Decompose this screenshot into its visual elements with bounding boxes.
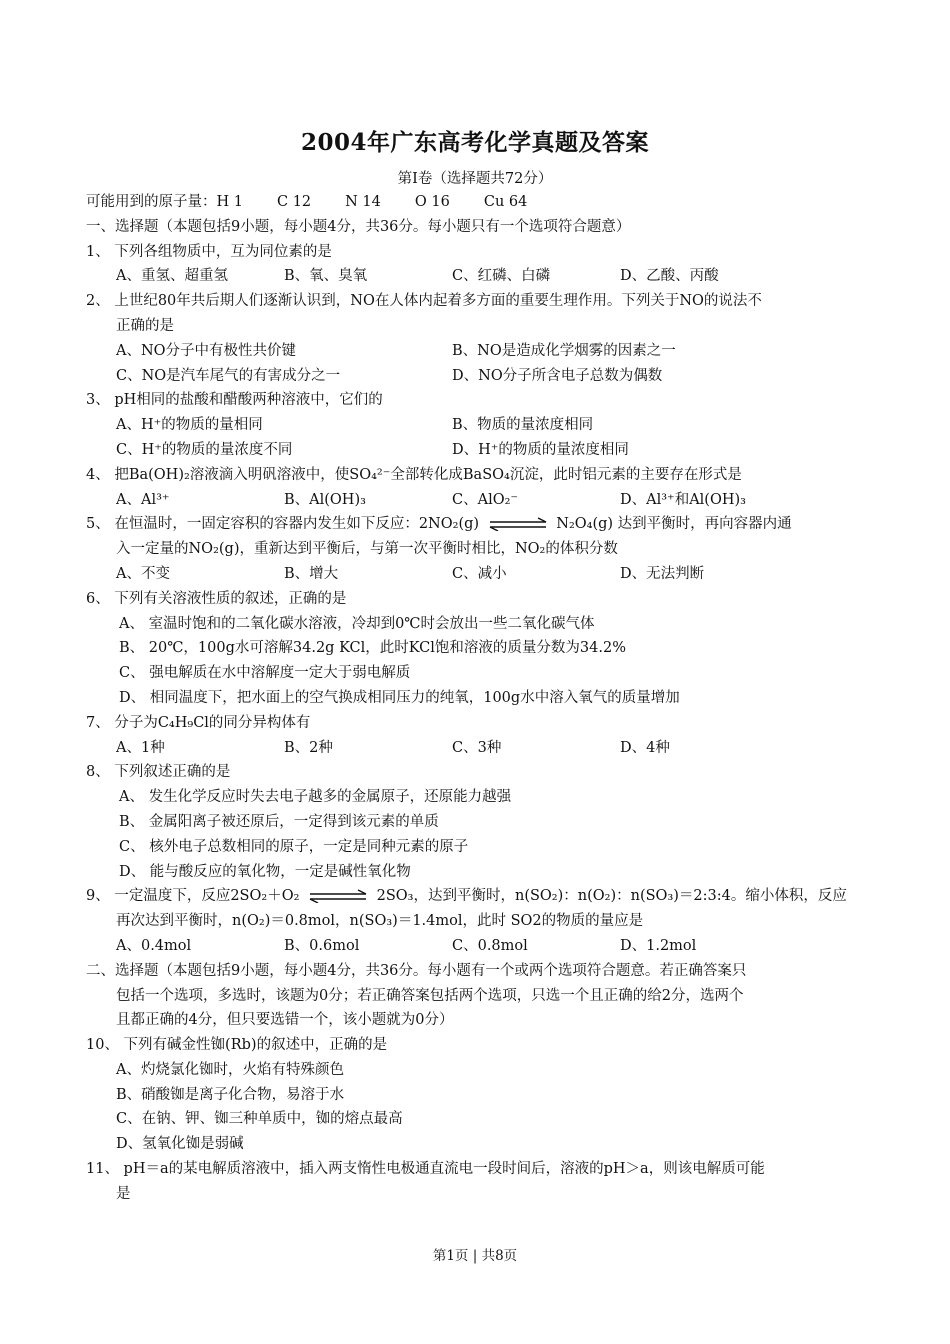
option: B、氧、臭氧 [284,268,368,285]
question-10-stem: 10、 下列有碱金性铷(Rb)的叙述中，正确的是 [86,1037,388,1054]
page-footer: 第1页 | 共8页 [432,1248,518,1264]
stem-text: 2SO₃，达到平衡时，n(SO₂)：n(O₂)：n(SO₃)＝2:3:4。缩小体积，反应 [376,888,847,905]
question-5-options [86,562,876,587]
option: D、 相同温度下，把水面上的空气换成相同压力的纯氧，100g水中溶入氧气的质量增加 [119,689,680,706]
question-7-stem: 7、 分子为C₄H₉Cl的同分异构体有 [86,714,311,731]
equilibrium-arrow-icon [488,517,548,531]
stem-text: 5、 在恒温时，一固定容积的容器内发生如下反应：2NO₂(g) [86,516,480,533]
section-two-heading-cont: 包括一个选项，多选时，该题为0分；若正确答案包括两个选项，只选一个且正确的给2分，选两个 [116,987,744,1004]
stem-text: N₂O₄(g) 达到平衡时，再向容器内通 [556,516,792,533]
option: C、0.8mol [452,937,528,954]
atomic-mass: O 16 [414,194,450,210]
question-2-stem: 2、 上世纪80年共后期人们逐渐认识到，NO在人体内起着多方面的重要生理作用。下列关于NO的说法不 [86,293,762,310]
atomic-mass: 可能用到的原子量：H 1 [86,194,243,210]
atomic-mass: C 12 [276,194,312,210]
section-one-heading: 一、选择题（本题包括9小题，每小题4分，共36分。每小题只有一个选项符合题意） [86,218,631,235]
atomic-mass: N 14 [345,194,381,210]
option: A、NO分子中有极性共价键 [116,342,297,359]
option: D、H⁺的物质的量浓度相同 [452,441,629,458]
question-4-stem: 4、 把Ba(OH)₂溶液滴入明矾溶液中，使SO₄²⁻全部转化成BaSO₄沉淀，此时铝元素的主要存在形式是 [86,466,742,483]
question-6-stem: 6、 下列有关溶液性质的叙述，正确的是 [86,590,347,607]
option: B、2种 [284,739,333,756]
option: A、Al³⁺ [116,491,170,508]
question-2-options-row2 [86,364,876,389]
option: B、NO是造成化学烟雾的因素之一 [452,342,676,359]
option: D、Al³⁺和Al(OH)₃ [620,491,746,508]
question-9-stem [86,884,876,909]
question-5-stem-cont: 入一定量的NO₂(g)，重新达到平衡后，与第一次平衡时相比，NO₂的体积分数 [116,541,618,558]
page-title: 2004年广东高考化学真题及答案 [300,129,649,156]
option: D、氢氧化铷是弱碱 [116,1136,244,1153]
option: C、 强电解质在水中溶解度一定大于弱电解质 [119,665,411,682]
option: A、重氢、超重氢 [116,268,228,285]
question-5-stem [86,512,876,537]
option: A、1种 [116,739,165,756]
question-8-stem: 8、 下列叙述正确的是 [86,764,231,781]
option: B、Al(OH)₃ [284,491,366,508]
option: D、NO分子所含电子总数为偶数 [452,367,663,384]
question-2-stem-cont: 正确的是 [116,317,174,334]
option: D、1.2mol [620,937,697,954]
question-7-options [86,736,876,761]
equilibrium-arrow-icon [308,889,368,903]
option: A、 室温时饱和的二氧化碳水溶液，冷却到0℃时会放出一些二氧化碳气体 [119,615,595,632]
option: B、 20℃，100g水可溶解34.2g KCl，此时KCl饱和溶液的质量分数为34.2% [119,640,626,657]
option: D、 能与酸反应的氧化物，一定是碱性氧化物 [119,863,411,880]
option: C、NO是汽车尾气的有害成分之一 [116,367,341,384]
option: A、灼烧氯化铷时，火焰有特殊颜色 [116,1061,344,1078]
question-3-stem: 3、 pH相同的盐酸和醋酸两种溶液中，它们的 [86,392,383,409]
option: B、0.6mol [284,937,360,954]
option: B、 金属阳离子被还原后，一定得到该元素的单质 [119,813,439,830]
option: C、减小 [452,565,507,582]
option: D、4种 [620,739,670,756]
option: D、无法判断 [620,565,705,582]
question-3-options-row2 [86,438,876,463]
option: C、在钠、钾、铷三种单质中，铷的熔点最高 [116,1111,403,1128]
option: C、 核外电子总数相同的原子，一定是同种元素的原子 [119,838,469,855]
option: C、AlO₂⁻ [452,491,519,508]
option: A、 发生化学反应时失去电子越多的金属原子，还原能力越强 [119,789,512,806]
question-4-options [86,488,876,513]
option: B、硝酸铷是离子化合物，易溶于水 [116,1086,345,1103]
option: C、红磷、白磷 [452,268,551,285]
question-9-stem-cont: 再次达到平衡时，n(O₂)＝0.8mol，n(SO₃)＝1.4mol，此时 SO2的物质的量应是 [116,913,644,930]
option: A、不变 [116,565,170,582]
exam-content [86,190,876,1207]
atomic-masses [86,190,876,215]
option: C、H⁺的物质的量浓度不同 [116,441,293,458]
option: C、3种 [452,739,502,756]
option: A、H⁺的物质的量相同 [116,417,263,434]
section-subtitle: 第Ⅰ卷（选择题共72分） [397,171,553,187]
question-2-options-row1 [86,339,876,364]
option: A、0.4mol [116,937,192,954]
atomic-mass: Cu 64 [483,194,528,210]
stem-text: 9、 一定温度下，反应2SO₂＋O₂ [86,888,300,905]
question-11-stem: 11、 pH＝a的某电解质溶液中，插入两支惰性电极通直流电一段时间后，溶液的pH＞a，则该电解质可能 [86,1161,765,1178]
option: B、增大 [284,565,339,582]
question-11-stem-cont: 是 [116,1185,131,1202]
question-9-options [86,934,876,959]
section-two-heading-cont: 且都正确的4分，但只要选错一个，该小题就为0分） [116,1012,454,1029]
question-1-options [86,264,876,289]
section-two-heading: 二、选择题（本题包括9小题，每小题4分，共36分。每小题有一个或两个选项符合题意。若正确答案只 [86,962,747,979]
option: D、乙酸、丙酸 [620,268,719,285]
option: B、物质的量浓度相同 [452,417,594,434]
question-3-options-row1 [86,413,876,438]
question-1-stem: 1、 下列各组物质中，互为同位素的是 [86,243,332,260]
